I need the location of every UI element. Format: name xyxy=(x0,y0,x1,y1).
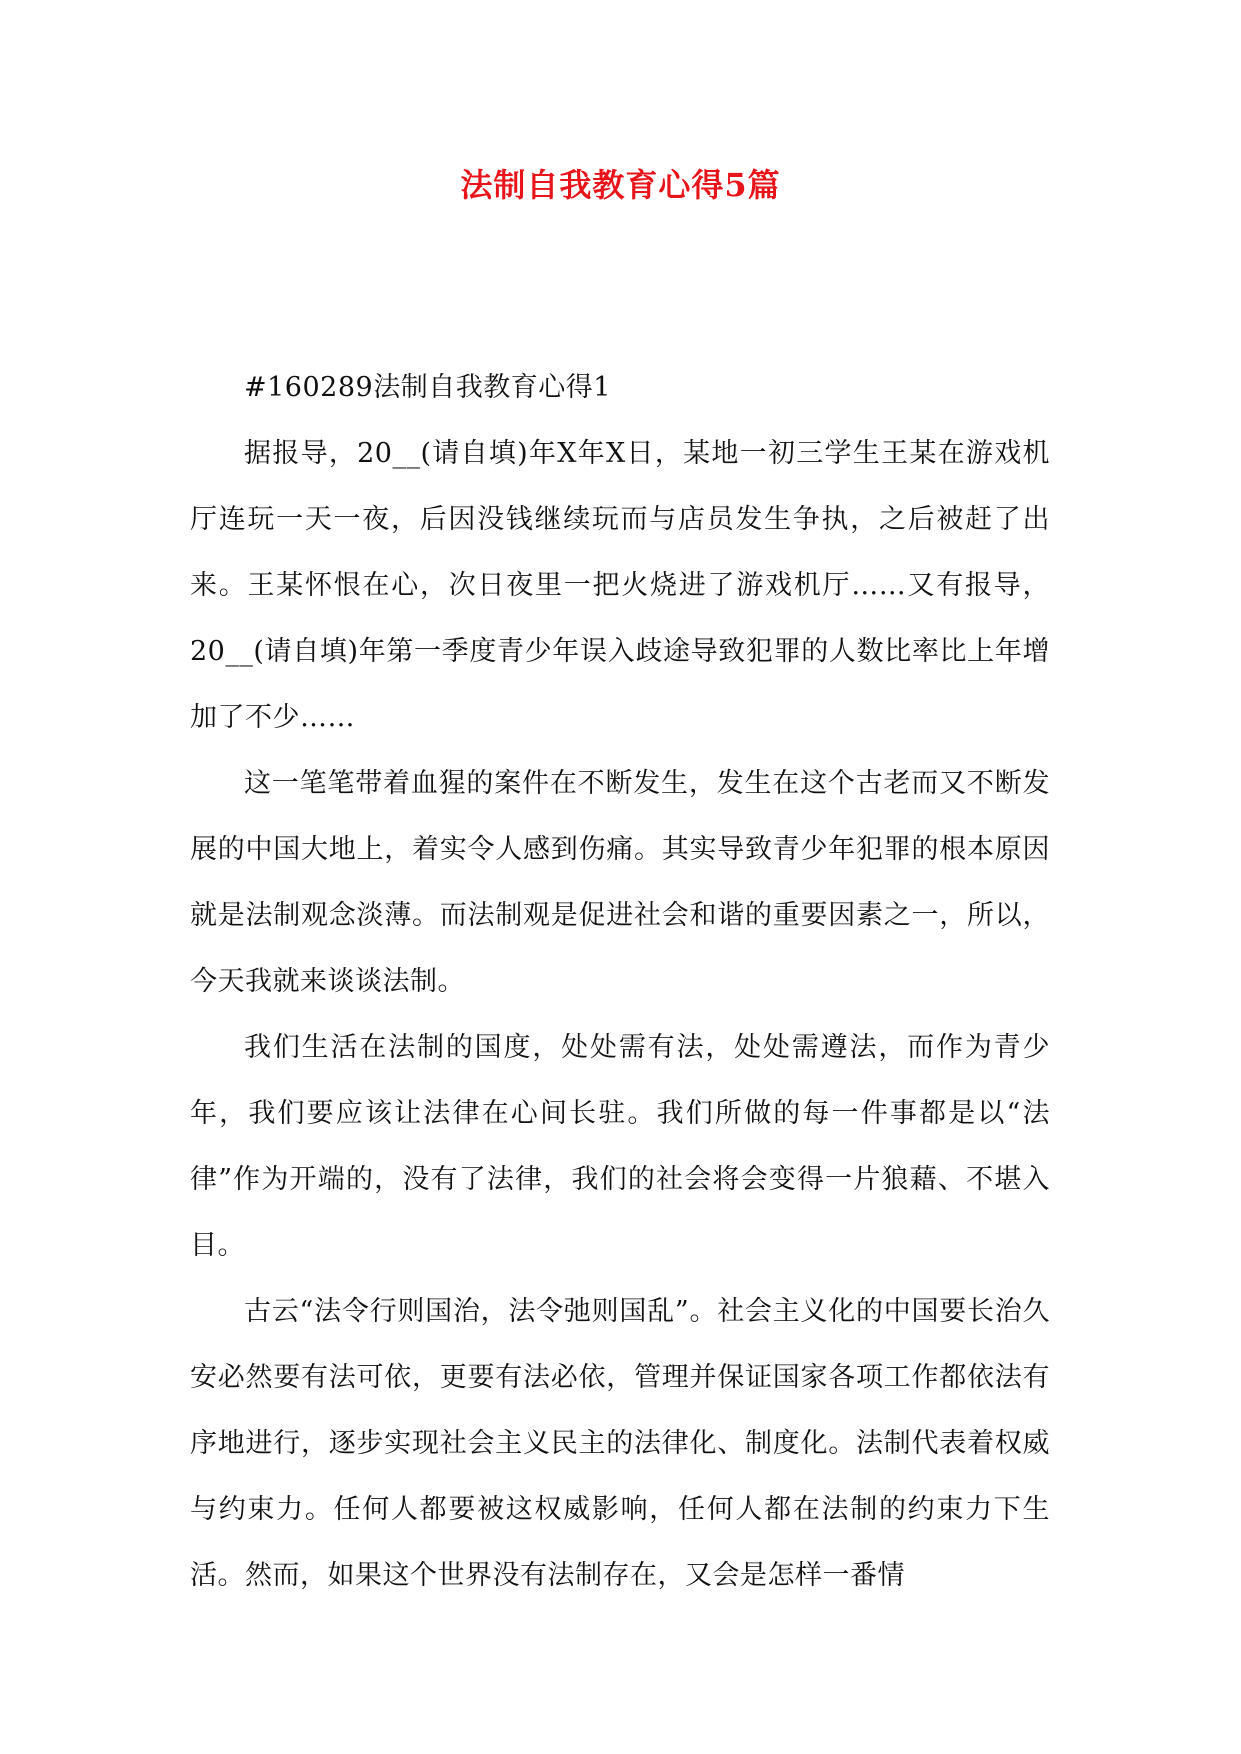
document-title: 法制自我教育心得5篇 xyxy=(460,166,781,204)
paragraph: 古云“法令行则国治，法令弛则国乱”。社会主义化的中国要长治久安必然要有法可依，更要有法必依，管理并保证国家各项工作都依法有序地进行，逐步实现社会主义民主的法律化、制度化。法制代表着权威与约束力。任何人都要被这权威影响，任何人都在法制的约束力下生活。然而，如果这个世界没有法制存在，又会是怎样一番情 xyxy=(190,1296,1050,1591)
document-body xyxy=(190,355,1050,1609)
paragraph-heading: #160289法制自我教育心得1 xyxy=(244,372,611,403)
paragraph: 据报导，20__(请自填)年X年X日，某地一初三学生王某在游戏机厅连玩一天一夜，后因没钱继续玩而与店员发生争执，之后被赶了出来。王某怀恨在心，次日夜里一把火烧进了游戏机厅……又有报导，20__(请自填)年第一季度青少年误入歧途导致犯罪的人数比率比上年增加了不少…… xyxy=(190,438,1050,733)
paragraph: 这一笔笔带着血猩的案件在不断发生，发生在这个古老而又不断发展的中国大地上，着实令人感到伤痛。其实导致青少年犯罪的根本原因就是法制观念淡薄。而法制观是促进社会和谐的重要因素之一，所以，今天我就来谈谈法制。 xyxy=(190,768,1050,997)
paragraph: 我们生活在法制的国度，处处需有法，处处需遵法，而作为青少年，我们要应该让法律在心间长驻。我们所做的每一件事都是以“法律”作为开端的，没有了法律，我们的社会将会变得一片狼藉、不堪入目。 xyxy=(190,1032,1050,1261)
